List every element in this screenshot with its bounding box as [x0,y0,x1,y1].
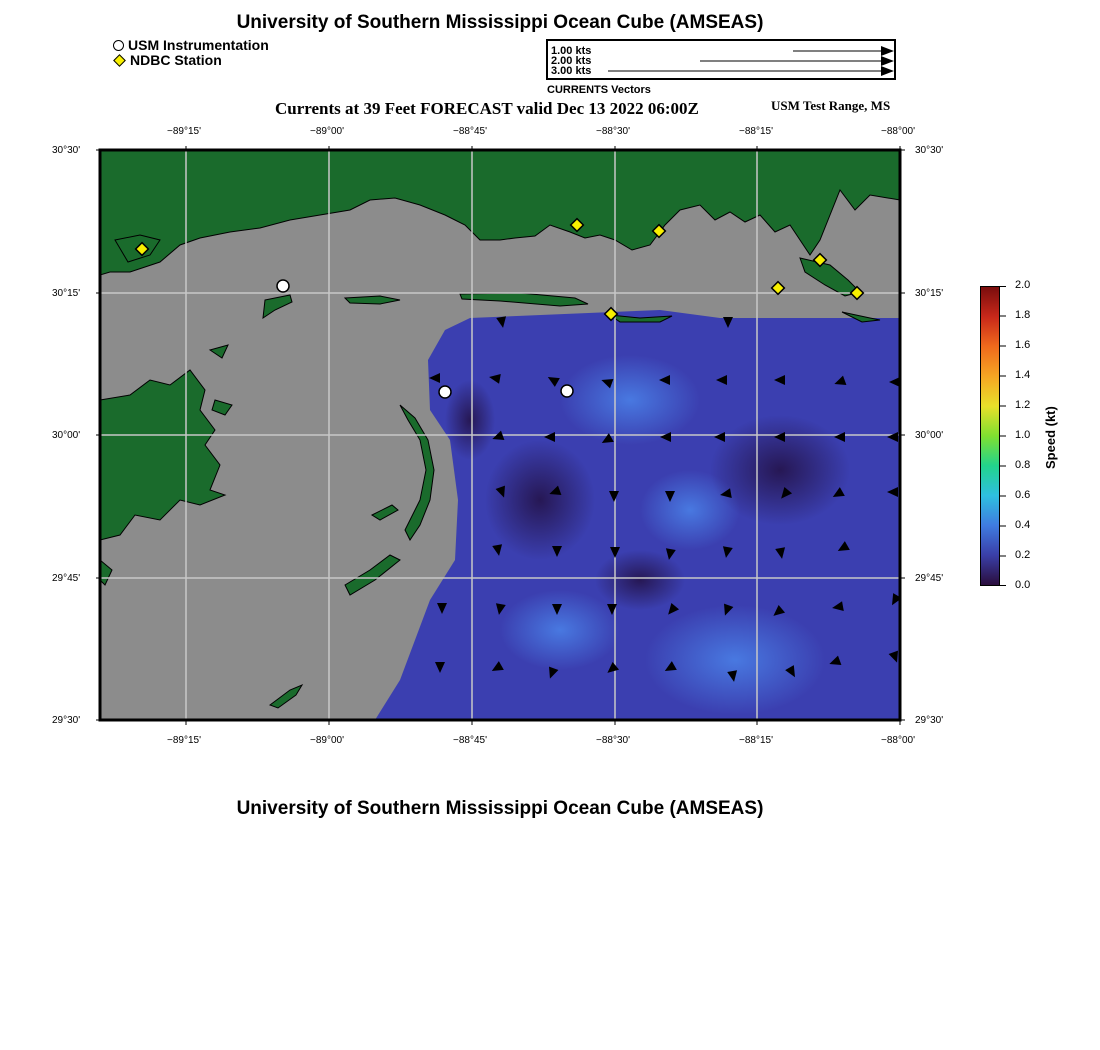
lon-tick-bottom-5: −88°15' [739,735,773,746]
lon-tick-top-5: −88°15' [739,126,773,137]
vector-scale-label-2: 2.00 kts [551,55,592,67]
speed-patch-dark-3 [595,550,685,610]
colorbar [980,286,1000,586]
colorbar-tick-1.4: 1.4 [1015,369,1031,381]
scale-arrowhead-3 [881,66,894,76]
colorbar-gradient [981,287,999,585]
vector-scale-label-1: 1.00 kts [551,45,592,57]
usm-instrument-marker [439,386,451,398]
speed-patch-bright-1 [645,605,825,715]
lat-tick-left-3: 30°00' [52,430,81,441]
lon-tick-bottom-4: −88°30' [596,735,630,746]
scale-arrowhead-1 [881,46,894,56]
colorbar-tick-1.0: 1.0 [1015,429,1031,441]
colorbar-tick-2.0: 2.0 [1015,279,1031,291]
speed-patch-bright-2 [560,355,700,445]
legend-usm [113,37,269,53]
map-subtitle: Currents at 39 Feet FORECAST valid Dec 13 2022 06:00Z [275,99,699,118]
map-title: University of Southern Mississippi Ocean Cube (AMSEAS) [236,12,764,33]
lon-tick-top-2: −89°00' [310,126,344,137]
speed-patch-dark-2 [485,440,595,560]
lat-tick-right-1: 30°30' [915,145,944,156]
range-label: USM Test Range, MS [771,98,891,113]
colorbar-tick-0.0: 0.0 [1015,579,1031,591]
legend-ndbc [113,52,222,68]
colorbar-tick-0.6: 0.6 [1015,489,1031,501]
lat-tick-right-4: 29°45' [915,573,944,584]
lat-tick-left-5: 29°30' [52,715,81,726]
lon-tick-bottom-3: −88°45' [453,735,487,746]
ndbc-diamond-icon [113,54,126,67]
vector-scale-arrows [548,41,894,78]
usm-instrument-marker [561,385,573,397]
lon-tick-top-1: −89°15' [167,126,201,137]
colorbar-tick-marks [1000,286,1008,586]
vector-scale-caption: CURRENTS Vectors [547,84,651,96]
lon-tick-top-4: −88°30' [596,126,630,137]
current-map [96,146,906,726]
lat-tick-left-4: 29°45' [52,573,81,584]
legend-ndbc-label: NDBC Station [130,52,222,68]
lat-tick-right-3: 30°00' [915,430,944,441]
scale-arrowhead-2 [881,56,894,66]
colorbar-tick-1.6: 1.6 [1015,339,1031,351]
lat-tick-left-2: 30°15' [52,288,81,299]
legend-usm-label: USM Instrumentation [128,37,269,53]
speed-patch-dark-1 [710,415,850,525]
lat-tick-right-2: 30°15' [915,288,944,299]
colorbar-title: Speed (kt) [1043,406,1058,469]
colorbar-ticks [1000,279,1040,591]
colorbar-tick-1.8: 1.8 [1015,309,1031,321]
vector-scale-label-3: 3.00 kts [551,65,592,77]
colorbar-tick-0.4: 0.4 [1015,519,1031,531]
lon-tick-bottom-1: −89°15' [167,735,201,746]
colorbar-tick-0.8: 0.8 [1015,459,1031,471]
lat-tick-left-1: 30°30' [52,145,81,156]
colorbar-tick-1.2: 1.2 [1015,399,1031,411]
lon-tick-bottom-6: −88°00' [881,735,915,746]
lat-tick-right-5: 29°30' [915,715,944,726]
usm-instrument-marker [277,280,289,292]
footer-title: University of Southern Mississippi Ocean Cube (AMSEAS) [236,798,764,819]
colorbar-tick-0.2: 0.2 [1015,549,1031,561]
lon-tick-top-6: −88°00' [881,126,915,137]
speed-patch-bright-3 [500,590,620,670]
lon-tick-top-3: −88°45' [453,126,487,137]
vector-scale-box [546,39,896,80]
speed-patch-dark-4 [445,380,495,460]
lon-tick-bottom-2: −89°00' [310,735,344,746]
usm-circle-icon [113,40,124,51]
